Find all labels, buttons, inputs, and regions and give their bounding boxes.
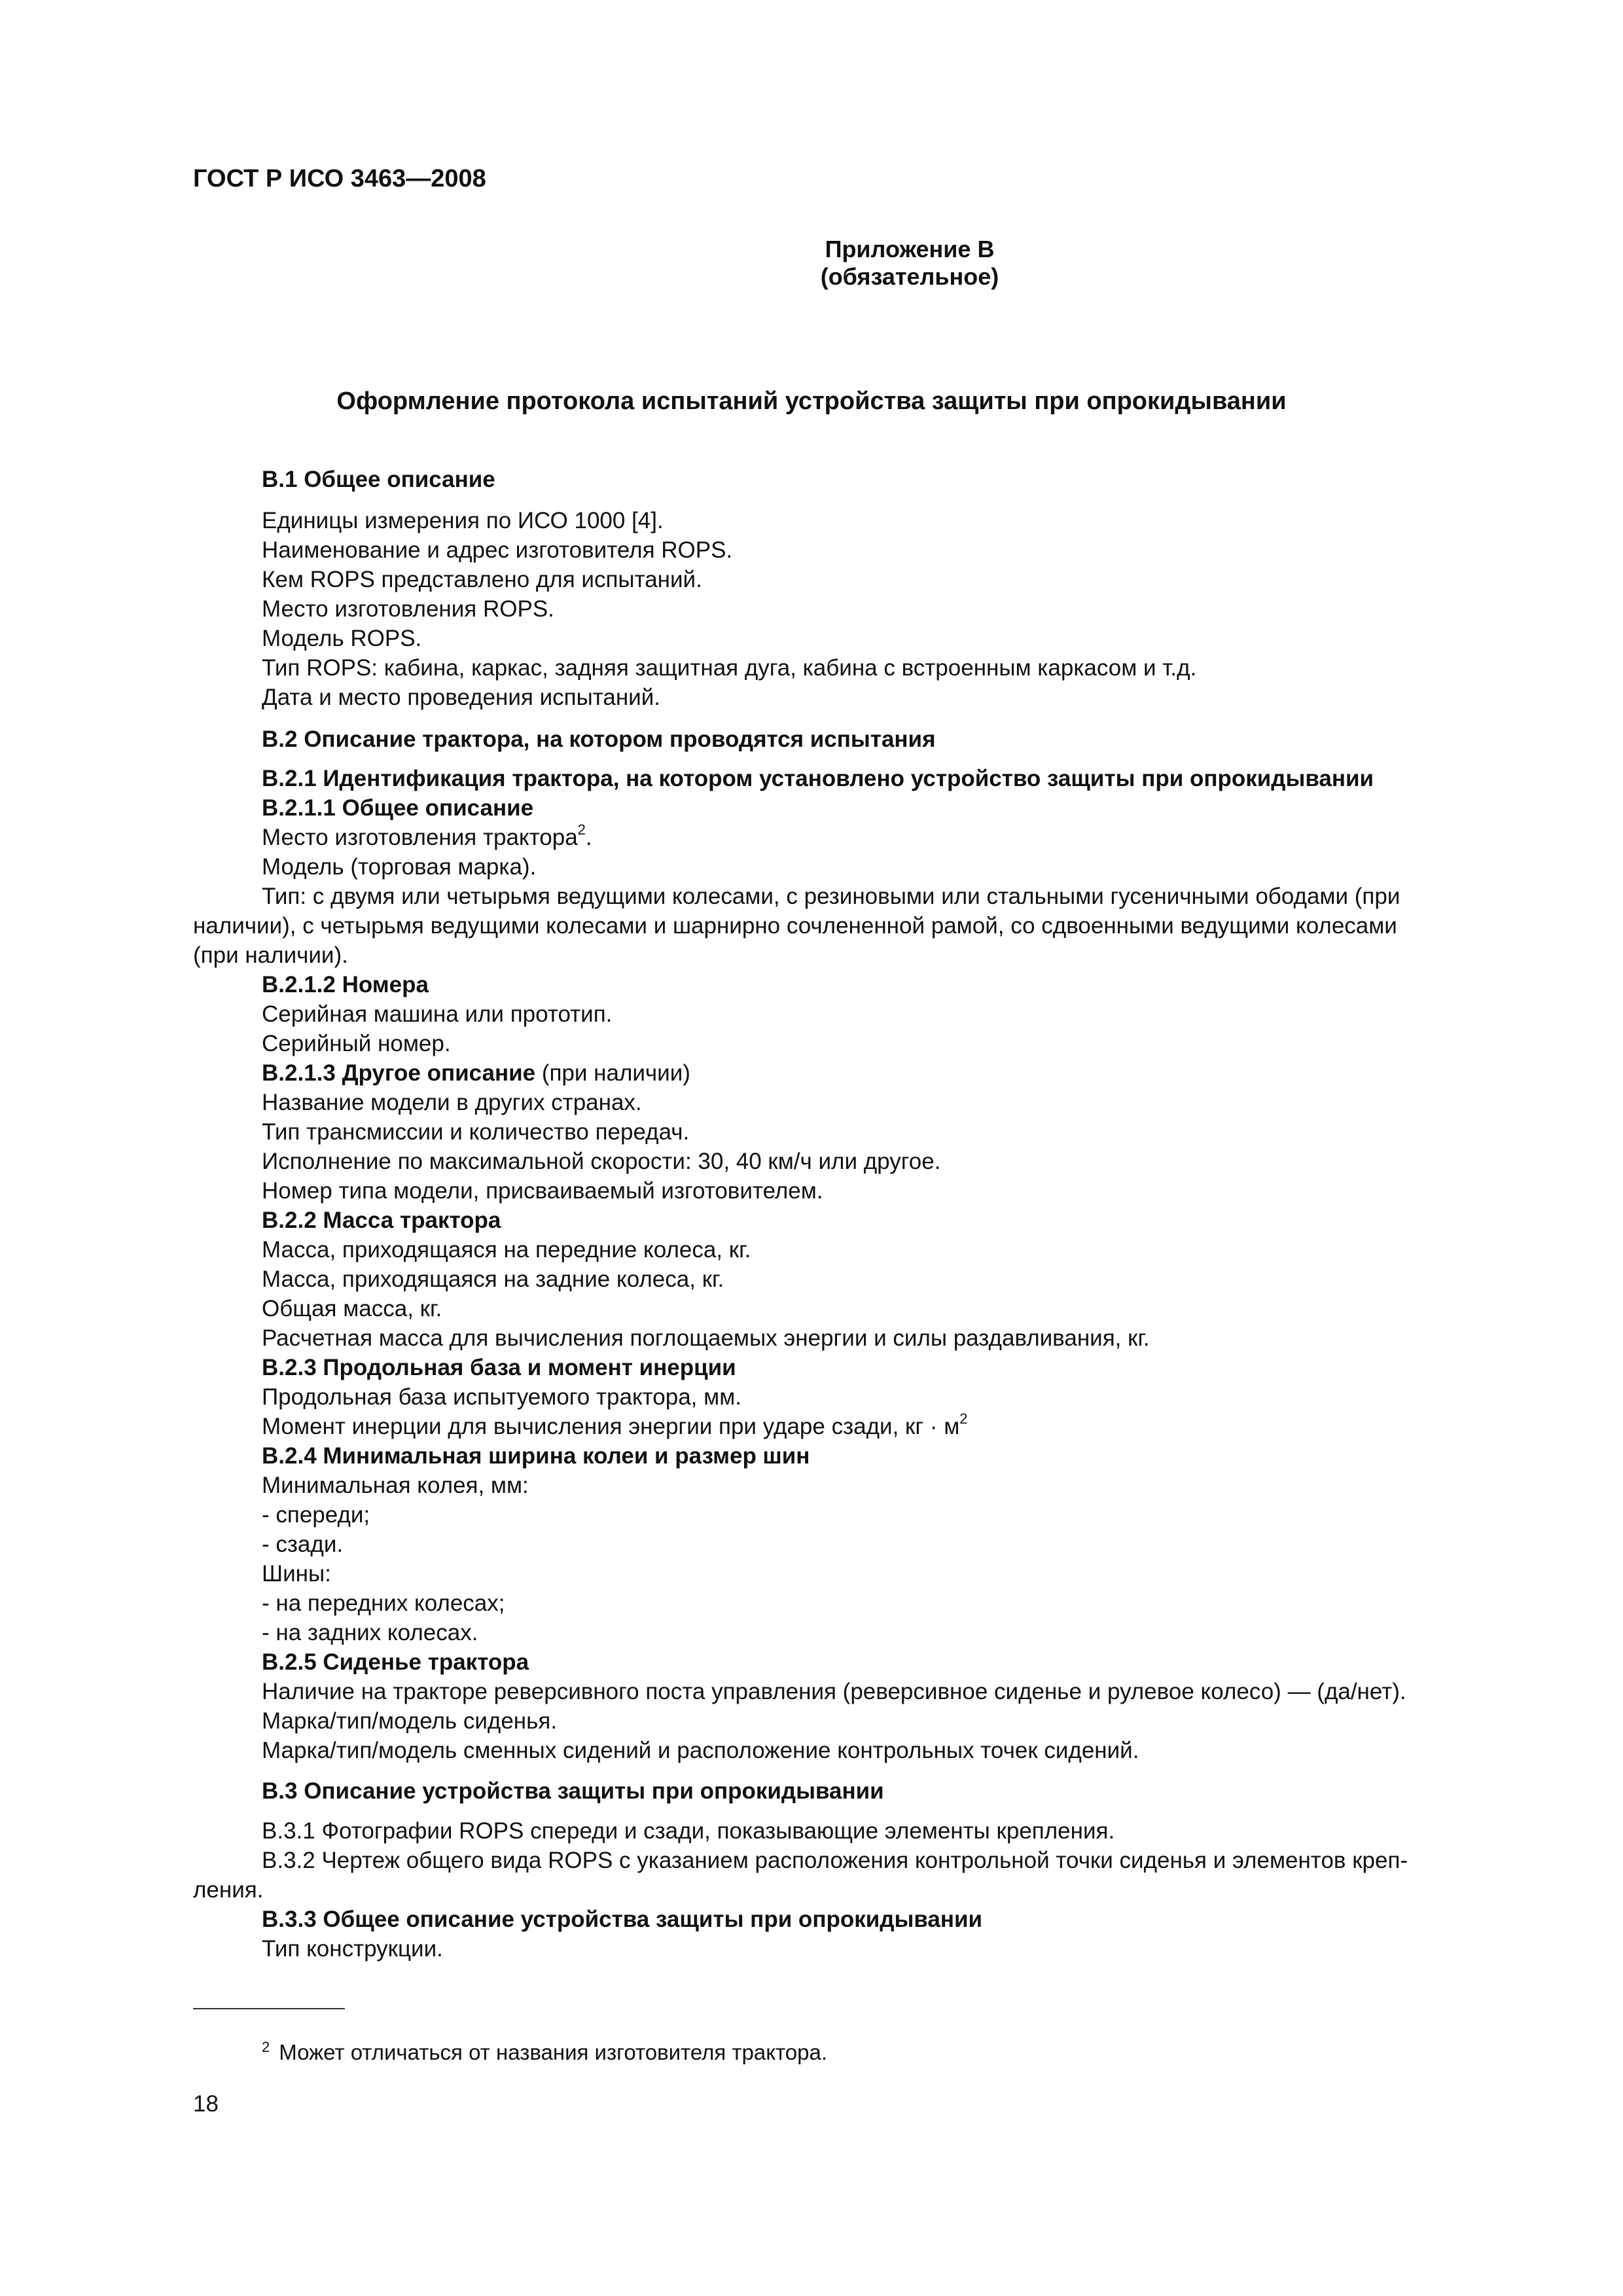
- text-line: Масса, приходящаяся на задние колеса, кг.: [262, 1266, 724, 1292]
- text-line: Модель (торговая марка).: [262, 854, 537, 880]
- text-line: Масса, приходящаяся на передние колеса, кг.: [262, 1237, 751, 1263]
- section-b25-heading: В.2.5 Сиденье трактора: [262, 1649, 529, 1675]
- list-item: - спереди;: [262, 1502, 370, 1528]
- list-item: - на передних колесах;: [262, 1590, 505, 1616]
- text-line: Название модели в других странах.: [262, 1090, 642, 1115]
- page-number: 18: [193, 2091, 219, 2117]
- section-b33-heading: В.3.3 Общее описание устройства защиты при опрокидывании: [262, 1907, 983, 1932]
- footnote-text: Может отличаться от названия изготовителя трактора.: [279, 2040, 827, 2064]
- section-b24-heading: В.2.4 Минимальная ширина колеи и размер шин: [262, 1443, 810, 1469]
- text-line: Номер типа модели, присваиваемый изготовителем.: [262, 1178, 823, 1204]
- section-b21-heading: В.2.1 Идентификация трактора, на котором установлено устройство защиты при опрокидывании: [262, 766, 1374, 791]
- footnote-ref: 2: [577, 821, 586, 838]
- text-line: Тип: с двумя или четырьмя ведущими колесами, с резиновыми или стальными гусеничными ободами (при: [262, 884, 1400, 909]
- text-line: Дата и место проведения испытаний.: [262, 685, 660, 710]
- text-line: Серийный номер.: [262, 1031, 451, 1056]
- text-line: Тип конструкции.: [262, 1936, 443, 1962]
- text-line: Шины:: [262, 1561, 331, 1587]
- section-b213-heading: В.2.1.3 Другое описание (при наличии): [262, 1060, 690, 1086]
- footnote-divider: [193, 2008, 345, 2009]
- document-code: ГОСТ Р ИСО 3463—2008: [193, 165, 486, 192]
- footnote-mark: 2: [262, 2039, 270, 2055]
- text-line: (при наличии).: [193, 942, 348, 968]
- appendix-status: (обязательное): [820, 263, 999, 290]
- text-line: Единицы измерения по ИСО 1000 [4].: [262, 508, 664, 533]
- text-line: В.3.2 Чертеж общего вида ROPS с указанием расположения контрольной точки сиденья и элементов креп-: [262, 1848, 1408, 1873]
- section-b211-heading: В.2.1.1 Общее описание: [262, 795, 534, 821]
- page-title: Оформление протокола испытаний устройства защиты при опрокидывании: [336, 387, 1287, 415]
- list-item: - сзади.: [262, 1532, 344, 1557]
- footnote: [262, 2040, 827, 2065]
- section-b3-heading: В.3 Описание устройства защиты при опрокидывании: [262, 1778, 884, 1804]
- superscript: 2: [959, 1410, 968, 1427]
- section-b2-heading: В.2 Описание трактора, на котором проводятся испытания: [262, 726, 936, 752]
- section-b23-heading: В.2.3 Продольная база и момент инерции: [262, 1355, 736, 1380]
- text-line: Тип ROPS: кабина, каркас, задняя защитная дуга, кабина с встроенным каркасом и т.д.: [262, 655, 1197, 681]
- text-line: Кем ROPS представлено для испытаний.: [262, 567, 702, 592]
- text-line: Место изготовления ROPS.: [262, 596, 554, 622]
- text-line: Место изготовления трактора$^2$.: [262, 821, 592, 850]
- text-line: Серийная машина или прототип.: [262, 1001, 613, 1027]
- text-line: Расчетная масса для вычисления поглощаемых энергии и силы раздавливания, кг.: [262, 1325, 1150, 1351]
- text-line: Исполнение по максимальной скорости: 30, 40 км/ч или другое.: [262, 1149, 941, 1174]
- section-b1-heading: В.1 Общее описание: [262, 467, 495, 492]
- text-line: Продольная база испытуемого трактора, мм.: [262, 1384, 741, 1410]
- text-line: Минимальная колея, мм:: [262, 1473, 529, 1498]
- section-b22-heading: В.2.2 Масса трактора: [262, 1208, 501, 1233]
- text-line: Момент инерции для вычисления энергии при ударе сзади, кг · $м^2$: [262, 1410, 968, 1439]
- text-line: Общая масса, кг.: [262, 1296, 442, 1321]
- text-line: Наименование и адрес изготовителя ROPS.: [262, 537, 733, 563]
- text-line: наличии), с четырьмя ведущими колесами и шарнирно сочлененной рамой, со сдвоенными ведущими колесами: [193, 913, 1397, 939]
- text-line: Наличие на тракторе реверсивного поста управления (реверсивное сиденье и рулевое колесо) — (да/нет).: [262, 1679, 1406, 1704]
- text-line: Модель ROPS.: [262, 626, 422, 651]
- text-line: Тип трансмиссии и количество передач.: [262, 1119, 690, 1145]
- text-line: ления.: [193, 1877, 264, 1903]
- list-item: - на задних колесах.: [262, 1620, 478, 1645]
- appendix-label: Приложение В: [825, 236, 995, 262]
- section-b212-heading: В.2.1.2 Номера: [262, 972, 429, 997]
- text-line: Марка/тип/модель сменных сидений и расположение контрольных точек сидений.: [262, 1738, 1139, 1763]
- text-line: Марка/тип/модель сиденья.: [262, 1708, 558, 1734]
- text-line: В.3.1 Фотографии ROPS спереди и сзади, показывающие элементы крепления.: [262, 1818, 1115, 1844]
